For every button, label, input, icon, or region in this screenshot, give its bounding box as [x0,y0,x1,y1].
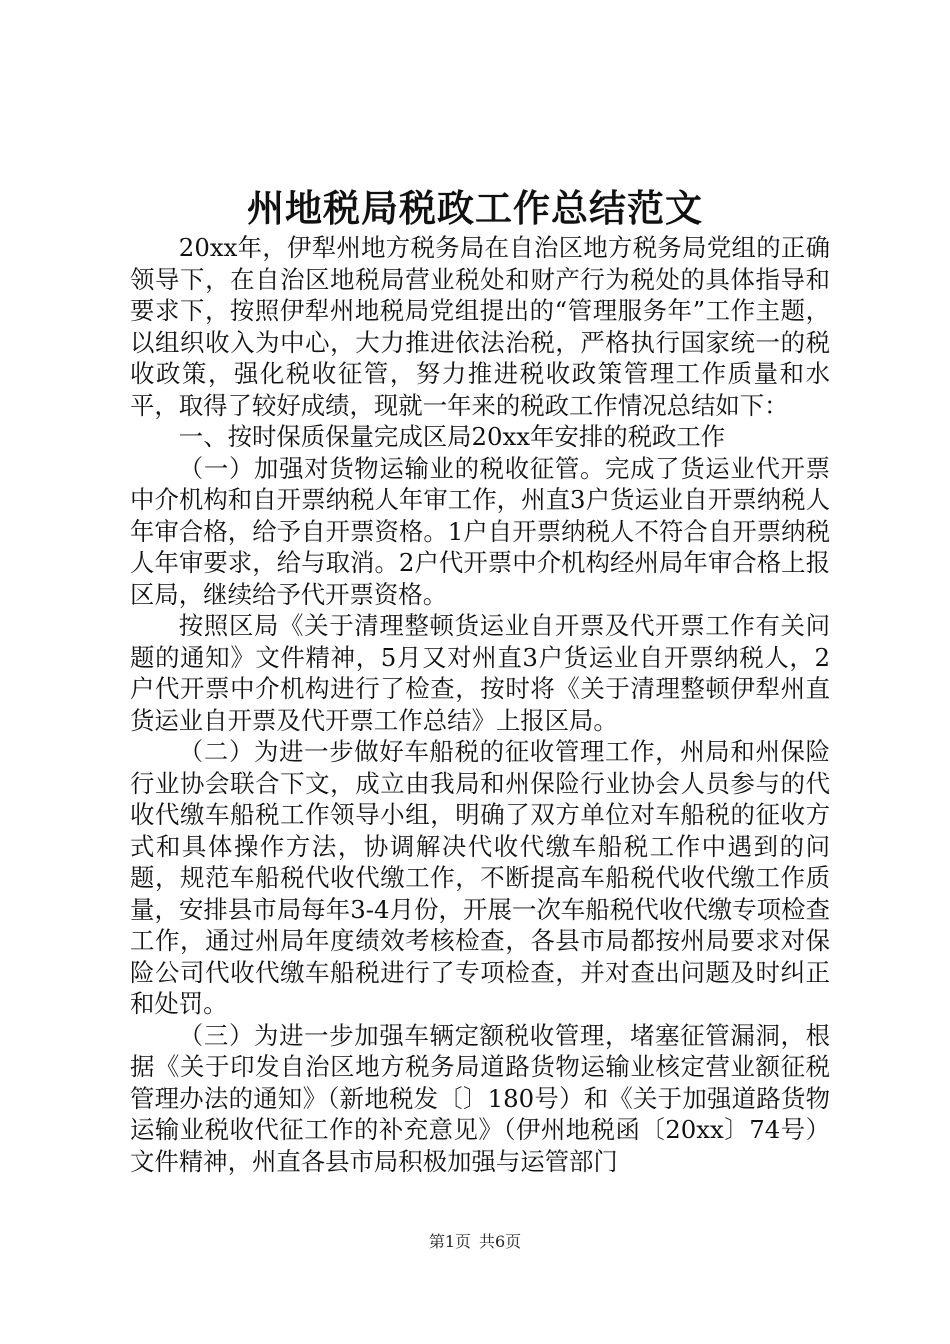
page-number: 第1页 [428,1232,471,1251]
page-total: 共6页 [479,1232,522,1251]
paragraph: （一）加强对货物运输业的税收征管。完成了货运业代开票中介机构和自开票纳税人年审工作，州直3户货运业自开票纳税人年审合格，给予自开票资格。1户自开票纳税人不符合自开票纳税人年审要求，给与取消。2户代开票中介机构经州局年审合格上报区局，继续给予代开票资格。 [130,453,830,609]
paragraph: （三）为进一步加强车辆定额税收管理，堵塞征管漏洞，根据《关于印发自治区地方税务局道路货物运输业核定营业额征税管理办法的通知》（新地税发〔〕180号）和《关于加强道路货物运输业税收代征工作的补充意见》（伊州地税函〔20xx〕74号）文件精神，州直各县市局积极加强与运管部门 [130,1020,830,1176]
section-heading: 一、按时保质保量完成区局20xx年安排的税政工作 [178,422,726,451]
document-body [130,232,830,1177]
paragraph: 20xx年，伊犁州地方税务局在自治区地方税务局党组的正确领导下，在自治区地税局营业税处和财产行为税处的具体指导和要求下，按照伊犁州地税局党组提出的“管理服务年”工作主题，以组织收入为中心，大力推进依法治税，严格执行国家统一的税收政策，强化税收征管，努力推进税收政策管理工作质量和水平，取得了较好成绩，现就一年来的税政工作情况总结如下： [130,233,830,420]
page-footer [0,1232,950,1252]
paragraph: （二）为进一步做好车船税的征收管理工作，州局和州保险行业协会联合下文，成立由我局和州保险行业协会人员参与的代收代缴车船税工作领导小组，明确了双方单位对车船税的征收方式和具体操作方法，协调解决代收代缴车船税工作中遇到的问题，规范车船税代收代缴工作，不断提高车船税代收代缴工作质量，安排县市局每年3-4月份，开展一次车船税代收代缴专项检查工作，通过州局年度绩效考核检查，各县市局都按州局要求对保险公司代收代缴车船税进行了专项检查，并对查出问题及时纠正和处罚。 [130,737,830,1018]
paragraph: 按照区局《关于清理整顿货运业自开票及代开票工作有关问题的通知》文件精神，5月又对州直3户货运业自开票纳税人，2户代开票中介机构进行了检查，按时将《关于清理整顿伊犁州直货运业自开票及代开票工作总结》上报区局。 [130,611,830,735]
document-title: 州地税局税政工作总结范文 [247,186,703,230]
